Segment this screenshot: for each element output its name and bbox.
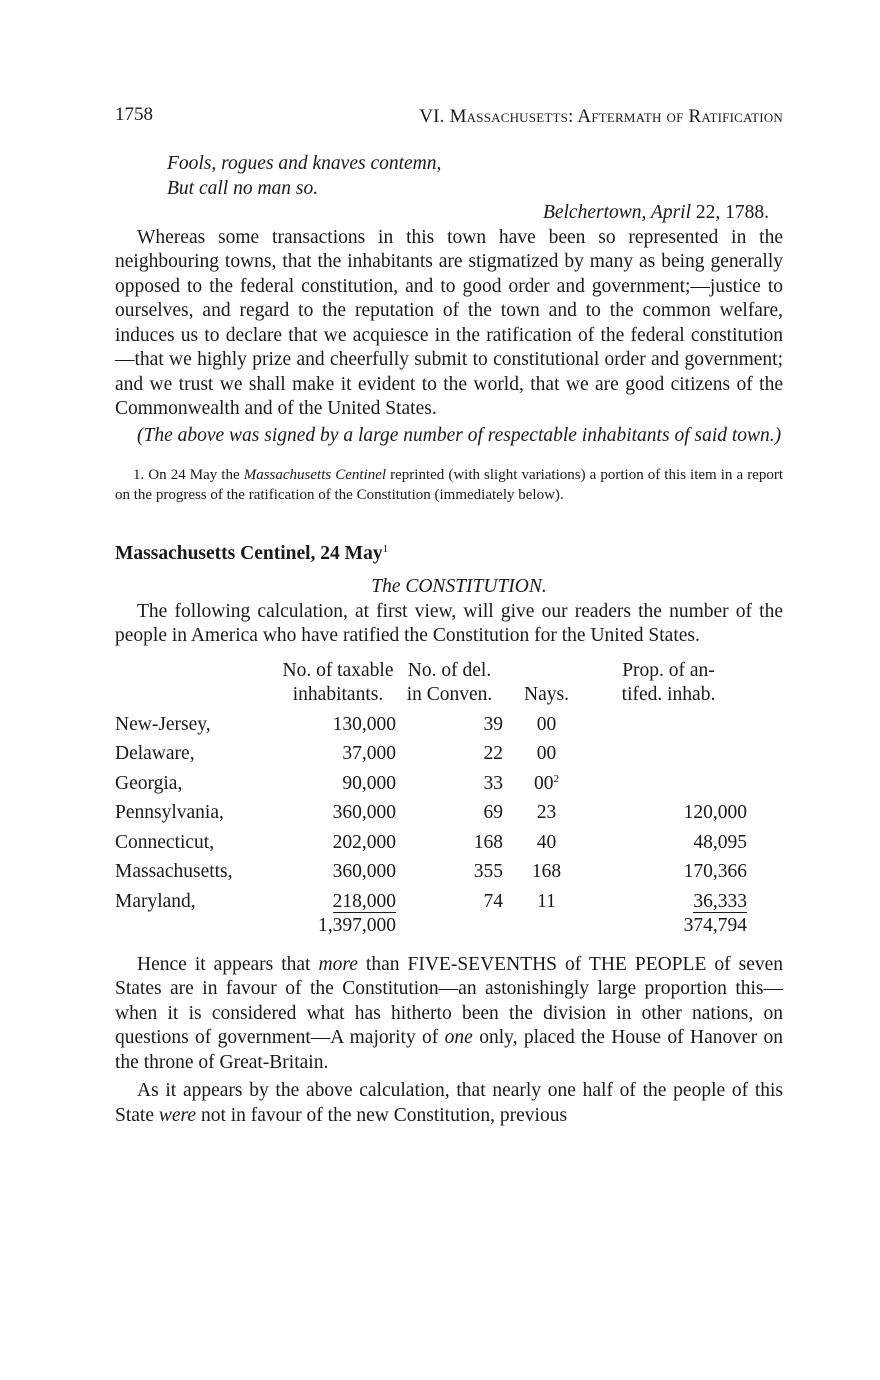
page-number: 1758 — [115, 104, 153, 125]
table-row — [115, 767, 747, 797]
table-row — [115, 737, 747, 767]
ratification-table — [115, 659, 747, 939]
document-page — [115, 100, 783, 1128]
dateline-place: Belchertown, April — [542, 202, 691, 223]
header-delegates: No. of del. in Conven. — [406, 659, 493, 705]
nays-cell: $00^2$ — [534, 772, 559, 794]
dateline-date: 22, 1788. — [695, 202, 769, 223]
nays-cell: 00 — [536, 743, 557, 764]
proportion-cell — [590, 737, 747, 767]
taxable-cell: 130,000 — [332, 713, 396, 735]
emphasis-more: more — [318, 953, 358, 975]
header-proportion: Prop. of an- tifed. inhab. — [621, 659, 716, 705]
state-cell: Connecticut, — [115, 831, 215, 853]
state-cell: Pennsylvania, — [115, 802, 224, 823]
delegates-cell: 74 — [483, 890, 503, 912]
state-cell: Massachusetts, — [115, 861, 233, 882]
nays-cell: 23 — [536, 802, 557, 823]
dateline — [115, 201, 783, 226]
table-row — [115, 708, 747, 738]
taxable-cell: 202,000 — [332, 831, 396, 853]
taxable-cell: 360,000 — [332, 802, 396, 823]
delegates-cell: 33 — [483, 772, 503, 794]
delegates-cell: 168 — [473, 831, 503, 853]
emphasis-were: were — [158, 1104, 197, 1126]
taxable-cell: 37,000 — [342, 743, 396, 764]
footnote-rest: reprinted (with slight variations) a portion of this item in a report on the progress of the ratification of the Constitution (immediately below). — [115, 467, 784, 503]
proportion-cell — [590, 767, 747, 797]
taxable-cell: 218,000 — [332, 890, 396, 912]
intro-paragraph: The following calculation, at first view, will give our readers the number of the people in America who have ratified the Constitution for the United States. — [115, 600, 783, 646]
section-title: Massachusetts Centinel, 24 May — [115, 543, 383, 564]
header-taxable: No. of taxable inhabitants. — [282, 659, 394, 705]
nays-note-ref: 2 — [553, 772, 559, 785]
proportion-cell: 120,000 — [683, 802, 747, 823]
section-heading — [115, 543, 783, 565]
table-row — [115, 796, 747, 826]
proportion-cell: 48,095 — [693, 831, 747, 853]
state-cell: Georgia, — [115, 772, 183, 794]
proportion-cell — [590, 708, 747, 738]
footnote-start: 1. On 24 May the — [133, 467, 240, 483]
nays-cell: 00 — [536, 713, 557, 735]
signed-note: (The above was signed by a large number of respectable inhabitants of said town.) — [137, 424, 782, 446]
nays-cell: 168 — [531, 861, 562, 882]
motto-verse — [115, 152, 783, 201]
section-note-ref: 1 — [382, 543, 389, 555]
footnote-paper-title: Massachusetts Centinel — [243, 467, 387, 483]
taxable-total: 1,397,000 — [318, 915, 396, 936]
table-totals-row — [115, 914, 747, 939]
verse-line: Fools, rogues and knaves contemn, — [167, 153, 442, 174]
closing-paragraph: As it appears by the above calculation, that nearly one half of the people of this State were not in favour of the new Constitution, previous — [115, 1080, 783, 1126]
delegates-cell: 355 — [473, 861, 503, 882]
conclusion-paragraph: Hence it appears that more than FIVE-SEVENTHS of THE PEOPLE of seven States are in favour of the Constitution—an astonishingly large proportion this—when it is considered what has hitherto been the division in other nations, on questions of government—A majority of one only, placed the House of Hanover on the throne of Great-Britain. — [115, 953, 784, 1073]
proportion-total: 374,794 — [683, 915, 747, 936]
verse-line: But call no man so. — [167, 177, 319, 199]
footnote — [115, 466, 783, 505]
delegates-cell: 22 — [483, 743, 503, 764]
nays-cell: 40 — [536, 831, 557, 853]
resolution-paragraph: Whereas some transactions in this town have been so represented in the neighbouring towns, that the inhabitants are stigmatized by many as being generally opposed to the federal constitution, and to good order and government;—justice to ourselves, and regard to the reputation of the town and to the common welfare, induces us to declare that we acquiesce in the ratification of the federal constitution—that we highly prize and cheerfully submit to constitutional order and government; and we trust we shall make it evident to the world, that we are good citizens of the Commonwealth and of the United States. — [115, 226, 783, 419]
taxable-cell: 90,000 — [342, 772, 396, 794]
section-subtitle: The CONSTITUTION. — [371, 576, 547, 597]
delegates-cell: 69 — [483, 802, 503, 823]
table-row — [115, 826, 747, 856]
table-row — [115, 855, 747, 885]
page-header — [115, 100, 783, 130]
state-cell: New-Jersey, — [115, 713, 211, 735]
proportion-cell: 36,333 — [693, 890, 747, 912]
state-cell: Delaware, — [115, 743, 195, 764]
taxable-cell: 360,000 — [332, 861, 396, 882]
table-row — [115, 885, 747, 915]
proportion-cell: 170,366 — [683, 861, 747, 882]
emphasis-one: one — [444, 1027, 473, 1048]
header-nays: Nays. — [524, 684, 569, 705]
delegates-cell: 39 — [483, 713, 503, 735]
state-cell: Maryland, — [115, 890, 196, 912]
table-header-row — [115, 659, 747, 708]
running-head: VI. Massachusetts: Aftermath of Ratification — [419, 106, 783, 127]
nays-cell: 11 — [537, 890, 556, 912]
